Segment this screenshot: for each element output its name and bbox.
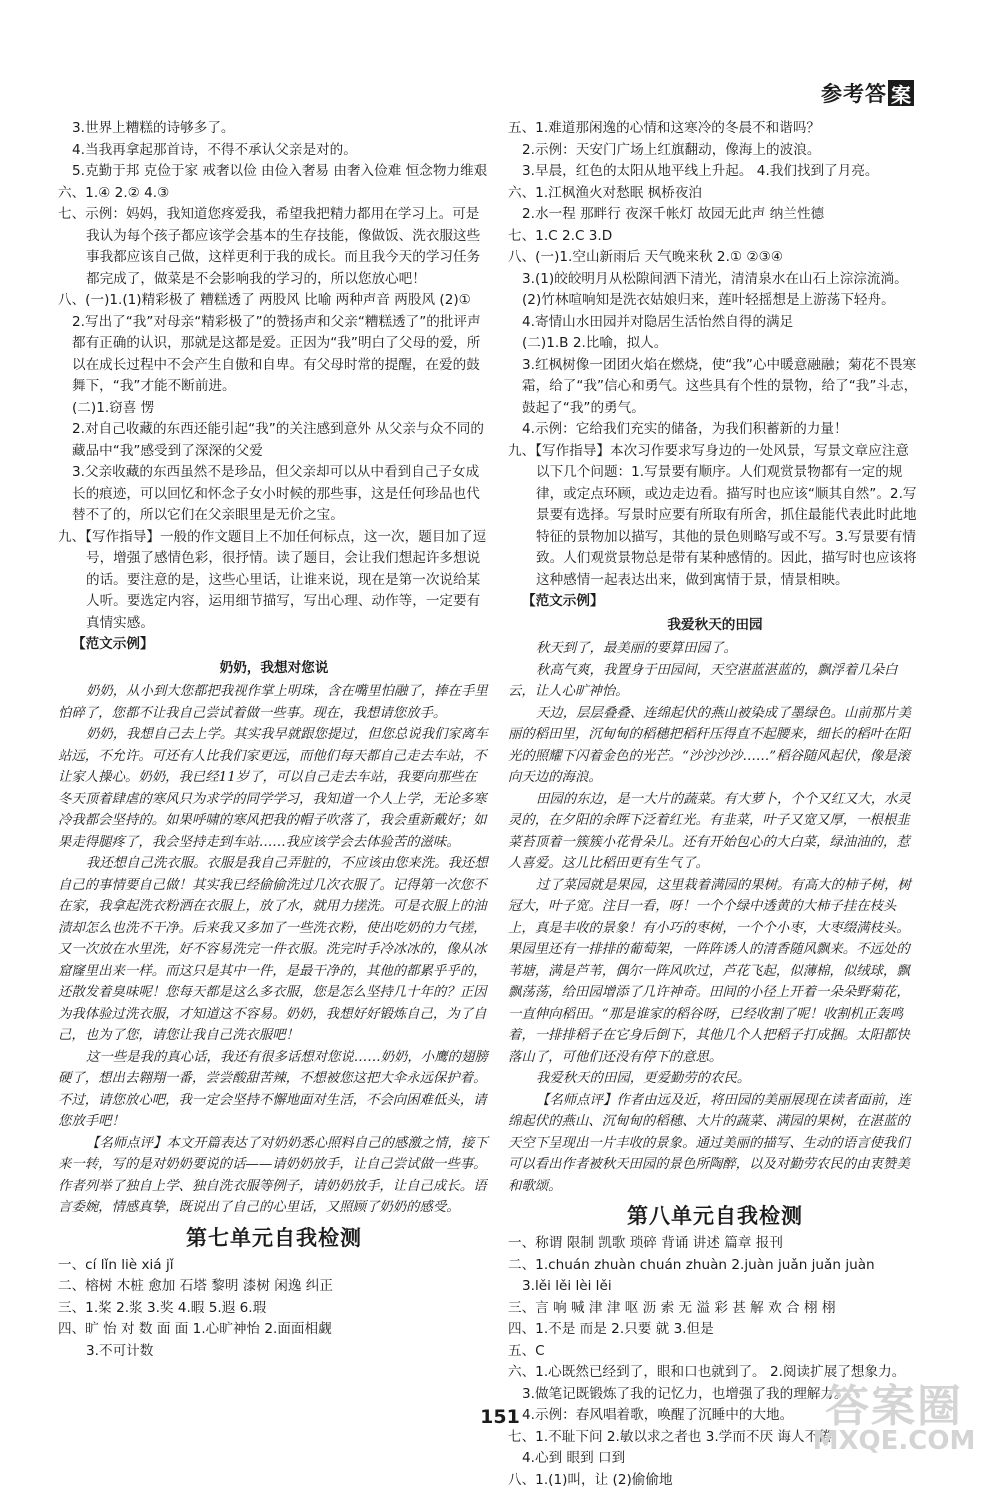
essay-title: 我爱秋天的田园	[508, 615, 922, 637]
watermark-url: MXQE.COM	[810, 1426, 978, 1456]
sample-essay-tag: 【范文示例】	[58, 634, 490, 656]
essay-paragraph: 秋高气爽，我置身于田园间，天空湛蓝湛蓝的，飘浮着几朵白云，让人心旷神怡。	[508, 660, 922, 703]
answer-line: 二、1.chuán zhuàn chuán zhuàn 2.juàn juǎn juǎn juàn	[508, 1255, 922, 1277]
page-header	[821, 78, 914, 108]
essay-title: 奶奶，我想对您说	[58, 658, 490, 680]
answer-line: 四、旷 怡 对 数 面 面 1.心旷神怡 2.面面相觑	[58, 1319, 490, 1341]
answer-line: 4.寄情山水田园并对隐居生活怡然自得的满足	[508, 312, 922, 334]
watermark-logo	[810, 1370, 978, 1462]
essay-paragraph: 秋天到了，最美丽的要算田园了。	[508, 638, 922, 660]
answer-line: 3.父亲收藏的东西虽然不是珍品，但父亲却可以从中看到自己子女成长的痕迹，可以回忆和怀念子女小时候的那些事，这是任何珍品也代替不了的，所以它们在父亲眼里是无价之宝。	[58, 462, 490, 527]
answer-line: 四、1.不是 而是 2.只要 就 3.但是	[508, 1319, 922, 1341]
essay-paragraph: 我还想自己洗衣服。衣服是我自己弄脏的，不应该由您来洗。我还想自己的事情要自己做！其实我已经偷偷洗过几次衣服了。记得第一次您不在家，我拿起洗衣粉洒在衣服上，放了水，就用力搓洗。可是衣服上的油渍却怎么也洗不干净。后来我又多加了一些洗衣粉，使出吃奶的力气搓，又一次放在水里洗，好不容易洗完一件衣服。洗完时手冷冰冰的，像从冰窟窿里出来一样。而这只是其中一件，是最干净的，其他的都累乎乎的，还散发着臭味呢！您每天都是这么多衣服，您是怎么坚持几十年的？正因为我体验过洗衣服，才知道这不容易。奶奶，我想好好锻炼自己，为了自己，也为了您，请您让我自己洗衣服吧！	[58, 853, 490, 1047]
writing-guide: 九、【写作指导】一般的作文题目上不加任何标点，这一次，题目加了逗号，增强了感情色彩，很抒情。读了题目，会让我们想起许多想说的话。要注意的是，这些心里话，让谁来说，现在是第一次说给某人听。要选定内容，运用细节描写，写出心理、动作等，一定要有真情实感。	[58, 527, 490, 635]
unit-seven-heading: 第七单元自我检测	[58, 1223, 490, 1253]
answer-line: 七、1.不耻下问 2.敏以求之者也 3.学而不厌 诲人不倦	[508, 1427, 922, 1449]
answer-line: 八、1.(1)叫，让 (2)偷偷地	[508, 1470, 922, 1491]
left-column	[58, 118, 490, 1362]
answer-line: 4.示例：它给我们充实的储备，为我们积蓄新的力量！	[508, 419, 922, 441]
answer-line: 五、C	[508, 1341, 922, 1363]
answer-line: 3.早晨，红色的太阳从地平线上升起。 4.我们找到了月亮。	[508, 161, 922, 183]
page-number: 151	[0, 1406, 1000, 1428]
answer-line: 2.写出了“我”对母亲“精彩极了”的赞扬声和父亲“糟糕透了”的批评声都有正确的认识，那就是这都是爱。正因为“我”明白了父母的爱，所以在成长过程中不会产生自傲和自卑。有父母时常的提醒，在爱的鼓舞下，“我”才能不断前进。	[58, 312, 490, 398]
right-column	[508, 118, 922, 1491]
watermark-text: 答案圈	[810, 1370, 978, 1434]
essay-paragraph: 过了菜园就是果园，这里栽着满园的果树。有高大的柿子树，树冠大，叶子宽。注目一看，呀！一个个绿中透黄的大柿子挂在枝头上，真是丰收的景象！有小巧的枣树，一个个小枣，大枣缀满枝头。果园里还有一排排的葡萄架，一阵阵诱人的清香随风飘来。不远处的苇塘，满是芦苇，偶尔一阵风吹过，芦花飞起，似薄棉，似绒球，飘飘荡荡，给田园增添了几许神奇。田间的小径上开着一朵朵野菊花，一直伸向稻田。“那是谁家的稻谷呀，已经收割了呢！收割机正轰鸣着，一排排稻子在它身后倒下，其他几个人把稻子打成捆。太阳都快落山了，可他们还没有停下的意思。	[508, 875, 922, 1069]
answer-line: 3.红枫树像一团团火焰在燃烧，使“我”心中暖意融融；菊花不畏寒霜，给了“我”信心和勇气。这些具有个性的景物，给了“我”斗志，鼓起了“我”的勇气。	[508, 355, 922, 420]
answer-line: 七、1.C 2.C 3.D	[508, 226, 922, 248]
answer-line: 六、1.心既然已经到了，眼和口也就到了。 2.阅读扩展了想象力。	[508, 1362, 922, 1384]
essay-paragraph: 我爱秋天的田园，更爱勤劳的农民。	[508, 1068, 922, 1090]
answer-line: 五、1.难道那闲逸的心情和这寒冷的冬晨不和谐吗？	[508, 118, 922, 140]
answer-line: 3.lěi lěi lèi lěi	[508, 1276, 922, 1298]
essay-paragraph: 这一些是我的真心话，我还有很多话想对您说……奶奶，小鹰的翅膀硬了，想出去翱翔一番，尝尝酸甜苦辣，不想被您这把大伞永远保护着。不过，请您放心吧，我一定会坚持不懈地面对生活，不会向困难低头，请您放手吧！	[58, 1047, 490, 1133]
answer-line: 二、榕树 木桩 愈加 石塔 黎明 漆树 闲逸 纠正	[58, 1276, 490, 1298]
answer-line: 八、(一)1.空山新雨后 天气晚来秋 2.① ②③④	[508, 247, 922, 269]
header-title: 参考答	[821, 78, 887, 108]
answer-line: 3.世界上糟糕的诗够多了。	[58, 118, 490, 140]
answer-line: 六、1.江枫渔火对愁眠 枫桥夜泊	[508, 183, 922, 205]
answer-line: 八、(一)1.(1)精彩极了 糟糕透了 两股风 比喻 两种声音 两股风 (2)①	[58, 290, 490, 312]
writing-guide: 九、【写作指导】本次习作要求写身边的一处风景，写景文章应注意以下几个问题：1.写景要有顺序。人们观赏景物都有一定的规律，或定点环顾，或边走边看。描写时也应该“顺其自然”。2.写景要有选择。写景时应要有所取有所舍，抓住最能代表此时此地特征的景物加以描写，其他的景色则略写或不写。3.写景要有情致。人们观赏景物总是带有某种感情的。因此，描写时也应该将这种感情一起表达出来，做到寓情于景，情景相映。	[508, 441, 922, 592]
answer-line: 七、示例：妈妈，我知道您疼爱我，希望我把精力都用在学习上。可是我认为每个孩子都应该学会基本的生存技能，像做饭、洗衣服这些事我都应该自己做，这样更利于我的成长。而且我今天的学习任务都完成了，做菜是不会影响我的学习的，所以您放心吧！	[58, 204, 490, 290]
answer-line: 3.(1)皎皎明月从松隙间洒下清光，清清泉水在山石上淙淙流淌。 (2)竹林喧响知是洗衣姑娘归来，莲叶轻摇想是上游荡下轻舟。	[508, 269, 922, 312]
answer-line: (二)1.窃喜 愣	[58, 398, 490, 420]
essay-paragraph: 天边，层层叠叠、连绵起伏的燕山被染成了墨绿色。山前那片美丽的稻田里，沉甸甸的稻穗把稻秆压得直不起腰来，细长的稻叶在阳光的照耀下闪着金色的光芒。“沙沙沙沙……”稻谷随风起伏，像是滚向天边的海浪。	[508, 703, 922, 789]
teacher-comment: 【名师点评】本文开篇表达了对奶奶悉心照料自己的感激之情，接下来一转，写的是对奶奶要说的话——请奶奶放手，让自己尝试做一些事。作者列举了独自上学、独自洗衣服等例子，请奶奶放手，让自己成长。语言委婉，情感真挚，既说出了自己的心里话，又照顾了奶奶的感受。	[58, 1133, 490, 1219]
answer-line: 一、称谓 限制 凯歌 琐碎 背诵 讲述 篇章 报刊	[508, 1233, 922, 1255]
answer-line: 2.水一程 那畔行 夜深千帐灯 故园无此声 纳兰性德	[508, 204, 922, 226]
teacher-comment: 【名师点评】作者由远及近，将田园的美丽展现在读者面前，连绵起伏的燕山、沉甸甸的稻穗、大片的蔬菜、满园的果树，在湛蓝的天空下呈现出一片丰收的景象。通过美丽的描写、生动的语言使我们可以看出作者被秋天田园的景色所陶醉，以及对勤劳农民的由衷赞美和歌颂。	[508, 1090, 922, 1198]
answer-line: (二)1.B 2.比喻，拟人。	[508, 333, 922, 355]
answer-line: 2.对自己收藏的东西还能引起“我”的关注感到意外 从父亲与众不同的藏品中“我”感受到了深深的父爱	[58, 419, 490, 462]
answer-line: 三、言 响 喊 津 津 呕 沥 索 无 溢 彩 甚 解 欢 合 栩 栩	[508, 1298, 922, 1320]
answer-line: 三、1.桨 2.浆 3.奖 4.暇 5.遐 6.瑕	[58, 1298, 490, 1320]
essay-paragraph: 奶奶，我想自己去上学。其实我早就跟您提过，但您总说我们家离车站远，不允许。可还有人比我们家更远，而他们每天都自己走去车站，不让家人操心。奶奶，我已经11岁了，可以自己走去车站，我要向那些在冬天顶着肆虐的寒风只为求学的同学学习，我知道一个人上学，无论多寒冷我都会坚持的。如果呼啸的寒风把我的帽子吹落了，我会重新戴好；如果走得腿疼了，我会坚持走到车站……我应该学会去体验苦的滋味。	[58, 724, 490, 853]
answer-line: 3.做笔记既锻炼了我的记忆力，也增强了我的理解力。	[508, 1384, 922, 1406]
answer-line: 一、cí lǐn liè xiá jǐ	[58, 1255, 490, 1277]
unit-eight-heading: 第八单元自我检测	[508, 1201, 922, 1231]
sample-essay-tag: 【范文示例】	[508, 591, 922, 613]
answer-line: 4.心到 眼到 口到	[508, 1448, 922, 1470]
essay-paragraph: 奶奶，从小到大您都把我视作掌上明珠，含在嘴里怕融了，捧在手里怕碎了，您都不让我自己尝试着做一些事。现在，我想请您放手。	[58, 681, 490, 724]
header-title-box: 案	[888, 80, 914, 106]
essay-paragraph: 田园的东边，是一大片的蔬菜。有大萝卜，个个又红又大，水灵灵的，在夕阳的余晖下泛着红光。有韭菜，叶子又宽又厚，一根根韭菜苔顶着一簇簇小花骨朵儿。还有开始包心的大白菜，绿油油的，惹人喜爱。这儿比稻田更有生气了。	[508, 789, 922, 875]
answer-line: 4.当我再拿起那首诗，不得不承认父亲是对的。	[58, 140, 490, 162]
answer-line: 4.示例：春风唱着歌，唤醒了沉睡中的大地。	[508, 1405, 922, 1427]
answer-line: 5.克勤于邦 克俭于家 戒奢以俭 由俭入奢易 由奢入俭难 恒念物力维艰	[58, 161, 490, 183]
answer-line: 2.示例：天安门广场上红旗翻动，像海上的波浪。	[508, 140, 922, 162]
answer-line: 六、1.④ 2.② 4.③	[58, 183, 490, 205]
answer-line: 3.不可计数	[58, 1341, 490, 1363]
